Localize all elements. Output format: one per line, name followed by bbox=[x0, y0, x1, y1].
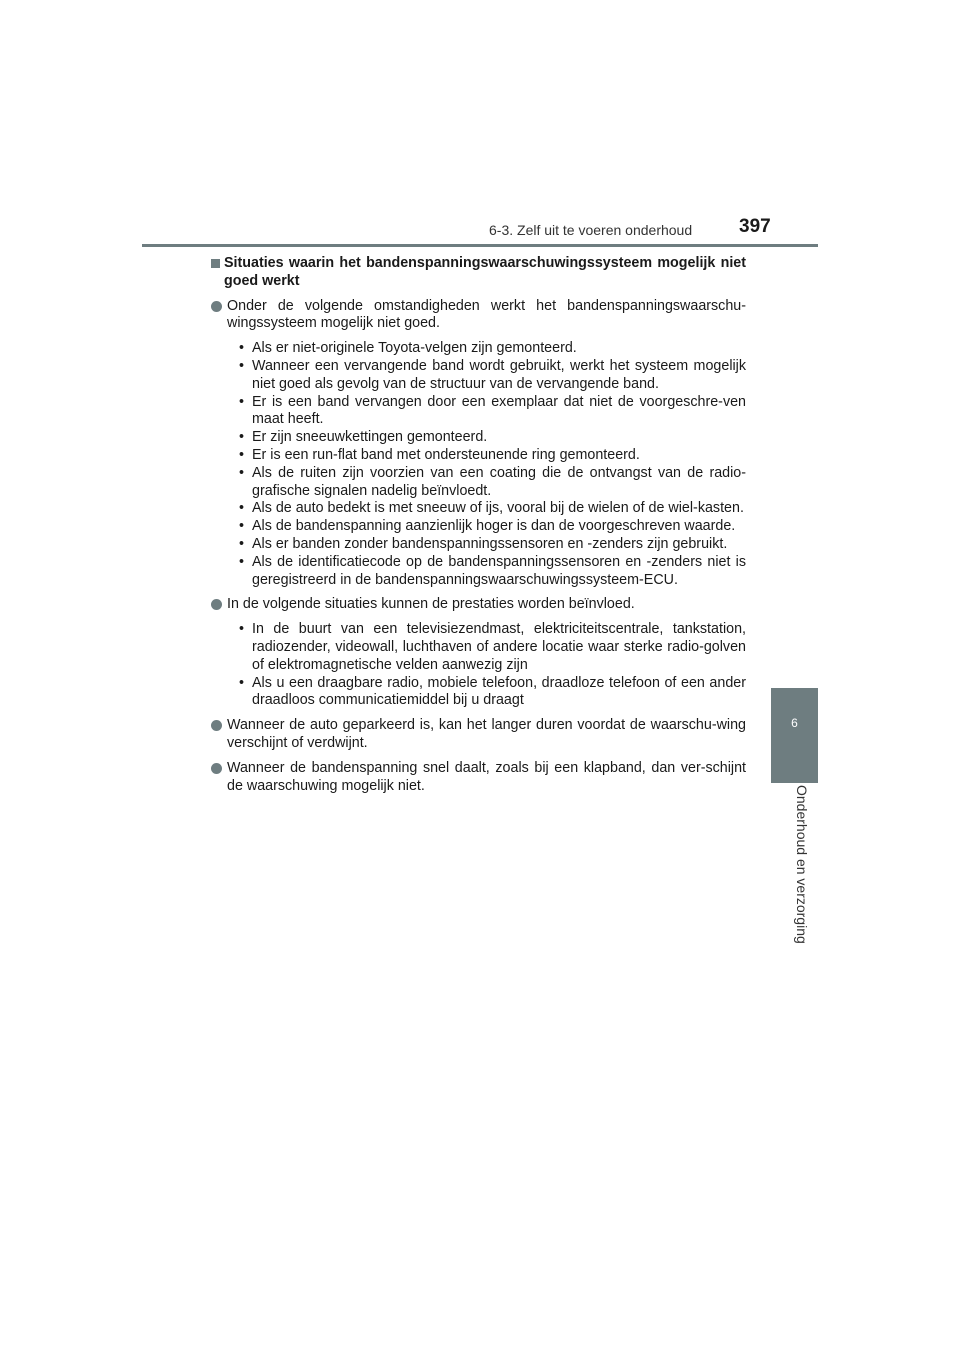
sub-list-item-text: Als de bandenspanning aanzienlijk hoger is dan de voorgeschreven waarde. bbox=[252, 518, 736, 535]
sub-list-item bbox=[239, 340, 746, 358]
sub-list-item bbox=[239, 536, 746, 554]
sub-list-item-text: Er zijn sneeuwkettingen gemonteerd. bbox=[252, 429, 488, 446]
sub-list-item bbox=[239, 554, 746, 590]
sub-list-item-text: Als de ruiten zijn voorzien van een coating die de ontvangst van de radio-grafische signalen nadelig beïnvloedt. bbox=[252, 464, 746, 499]
dot-bullet-icon: • bbox=[239, 393, 245, 410]
circle-bullet-icon bbox=[211, 301, 222, 312]
chapter-title: Onderhoud en verzorging bbox=[794, 785, 810, 944]
list-item bbox=[211, 298, 746, 334]
sub-list-item-text: Als de identificatiecode op de bandenspanningssensoren en -zenders niet is geregistreerd in de bandenspanningswaarschuwingssysteem-ECU. bbox=[252, 553, 746, 588]
sub-list-item-text: In de buurt van een televisiezendmast, elektriciteitscentrale, tankstation, radiozender, videowall, luchthaven of andere locatie waar sterke radio-golven of elektromagnetische velden aanwezig zijn bbox=[252, 621, 746, 673]
sub-list-item-text: Wanneer een vervangende band wordt gebruikt, werkt het systeem mogelijk niet goed als gevolg van de structuur van de vervangende band. bbox=[252, 357, 746, 392]
list-item-text: Wanneer de auto geparkeerd is, kan het langer duren voordat de waarschu-wing verschijnt of verdwijnt. bbox=[227, 717, 746, 751]
section-title: 6-3. Zelf uit te voeren onderhoud bbox=[489, 222, 693, 238]
sub-list-item bbox=[239, 447, 746, 465]
sub-list-item bbox=[239, 358, 746, 394]
square-bullet-icon bbox=[211, 259, 220, 268]
list-item bbox=[211, 760, 746, 796]
chapter-number: 6 bbox=[791, 716, 798, 730]
sub-list-item-text: Er is een band vervangen door een exemplaar dat niet de voorgeschre-ven maat heeft. bbox=[252, 393, 746, 428]
sub-list-item bbox=[239, 675, 746, 711]
dot-bullet-icon: • bbox=[239, 535, 245, 552]
situations-list bbox=[211, 621, 746, 710]
dot-bullet-icon: • bbox=[239, 357, 245, 374]
page-content bbox=[211, 255, 746, 802]
header-rule bbox=[142, 244, 818, 247]
circle-bullet-icon bbox=[211, 763, 222, 774]
sub-list-item bbox=[239, 394, 746, 430]
conditions-list bbox=[211, 340, 746, 589]
sub-list-item bbox=[239, 621, 746, 674]
circle-bullet-icon bbox=[211, 720, 222, 731]
sub-list-item-text: Als de auto bedekt is met sneeuw of ijs, vooral bij de wielen of de wiel-kasten. bbox=[252, 500, 744, 517]
circle-bullet-icon bbox=[211, 599, 222, 610]
sub-list-item-text: Er is een run-flat band met ondersteunende ring gemonteerd. bbox=[252, 446, 640, 463]
sub-list-item bbox=[239, 500, 746, 518]
sub-list-item bbox=[239, 465, 746, 501]
dot-bullet-icon: • bbox=[239, 464, 245, 481]
dot-bullet-icon: • bbox=[239, 429, 245, 446]
list-item-text: In de volgende situaties kunnen de prestaties worden beïnvloed. bbox=[227, 596, 635, 613]
dot-bullet-icon: • bbox=[239, 621, 245, 638]
page-header bbox=[0, 0, 960, 250]
list-item bbox=[211, 596, 746, 614]
section-heading-text: Situaties waarin het bandenspanningswaarschuwingssysteem mogelijk niet goed werkt bbox=[224, 255, 746, 289]
dot-bullet-icon: • bbox=[239, 500, 245, 517]
page-number: 397 bbox=[739, 216, 771, 237]
list-item-text: Onder de volgende omstandigheden werkt het bandenspanningswaarschu-wingssysteem mogelijk niet goed. bbox=[227, 297, 746, 332]
section-heading bbox=[211, 255, 746, 291]
sub-list-item-text: Als er banden zonder bandenspanningssensoren en -zenders zijn gebruikt. bbox=[252, 535, 728, 552]
sub-list-item bbox=[239, 518, 746, 536]
sub-list-item-text: Als u een draagbare radio, mobiele telefoon, draadloze telefoon of een ander draadloos communicatiemiddel bij u draagt bbox=[252, 674, 746, 709]
sub-list-item bbox=[239, 429, 746, 447]
dot-bullet-icon: • bbox=[239, 518, 245, 535]
list-item-text: Wanneer de bandenspanning snel daalt, zoals bij een klapband, dan ver-schijnt de waarschuwing mogelijk niet. bbox=[227, 759, 746, 794]
dot-bullet-icon: • bbox=[239, 340, 245, 357]
dot-bullet-icon: • bbox=[239, 446, 245, 463]
sub-list-item-text: Als er niet-originele Toyota-velgen zijn gemonteerd. bbox=[252, 340, 577, 357]
list-item bbox=[211, 717, 746, 753]
dot-bullet-icon: • bbox=[239, 553, 245, 570]
dot-bullet-icon: • bbox=[239, 674, 245, 691]
chapter-tab bbox=[771, 688, 818, 783]
